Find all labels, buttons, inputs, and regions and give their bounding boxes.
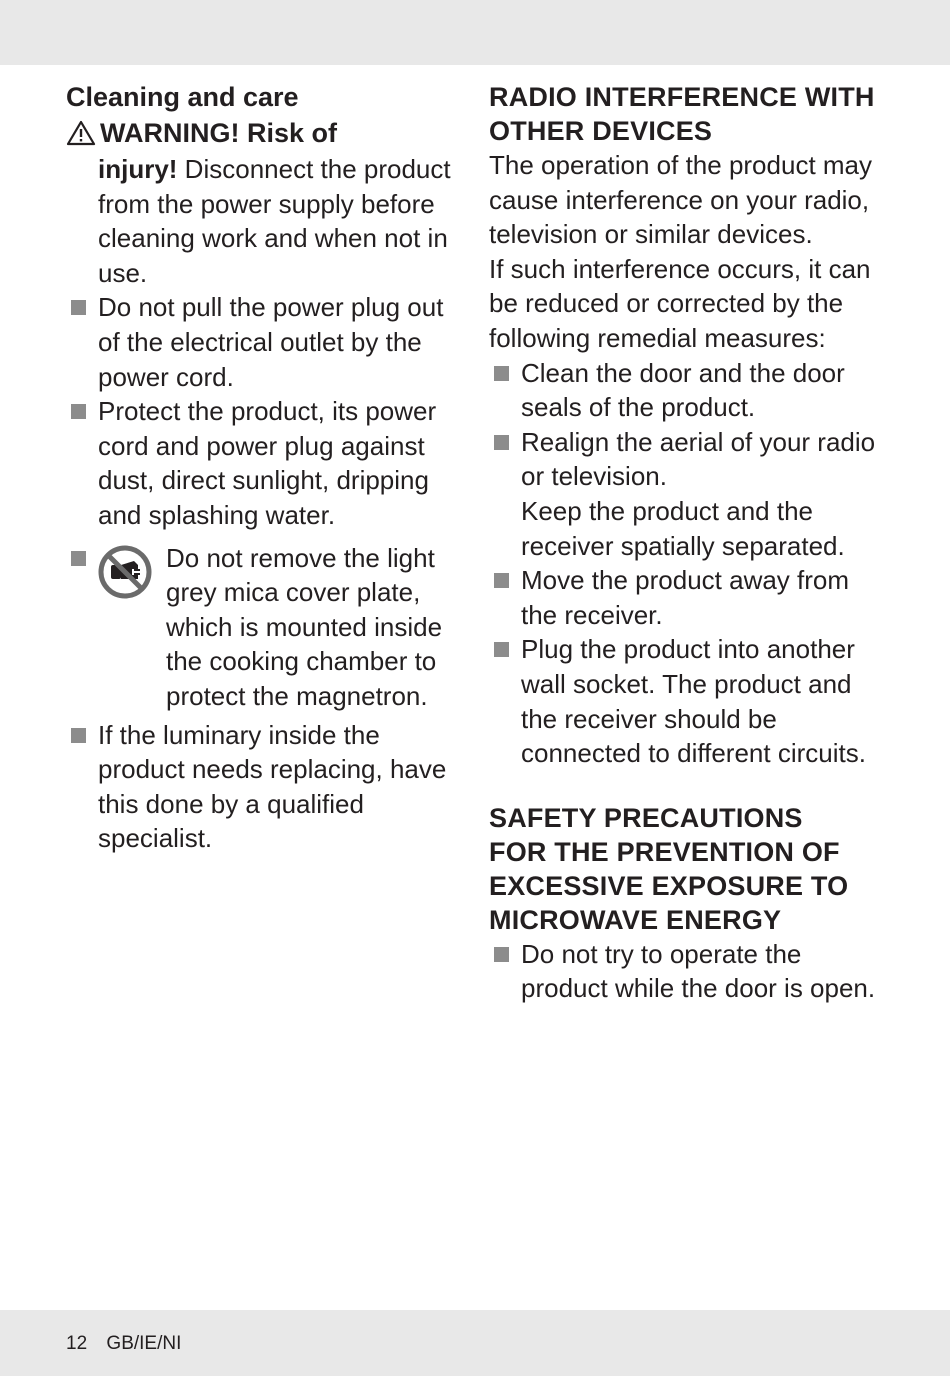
no-removal-prohibition-icon [98, 545, 154, 601]
list-item-text: Protect the product, its power cord and power plug against dust, direct sunlight, dripping and splashing water. [98, 396, 437, 530]
list-item-text: Do not try to operate the product while the door is open. [521, 938, 876, 1004]
list-item [489, 356, 889, 425]
list-item-text: Do not pull the power plug out of the electrical outlet by the power cord. [98, 292, 444, 392]
page-footer [66, 1333, 181, 1355]
warning-triangle-icon [66, 120, 96, 146]
bullet-square-icon [494, 642, 509, 657]
warning-text: Disconnect the product from the power supply before cleaning work and when not in use. [98, 154, 451, 288]
left-column [66, 80, 464, 856]
list-item-text: If the luminary inside the product needs replacing, have this done by a qualified specialist. [98, 719, 447, 854]
right-column [489, 80, 889, 1006]
heading-line: EXCESSIVE EXPOSURE TO [489, 870, 849, 901]
section-heading-safety-precautions [489, 801, 889, 937]
warning-title-text: WARNING! Risk of [100, 118, 338, 148]
bullet-square-icon [71, 728, 86, 743]
heading-line: RADIO INTERFERENCE WITH [489, 82, 875, 112]
list-item-with-icon [66, 533, 464, 718]
cleaning-bullet-list [66, 290, 464, 856]
remedial-bullet-list [489, 356, 889, 771]
heading-line: SAFETY PRECAUTIONS [489, 802, 803, 833]
safety-bullet-list [489, 937, 889, 1006]
paragraph: The operation of the product may cause interference on your radio, television or similar devices. [489, 150, 873, 250]
section-heading-cleaning: Cleaning and care [66, 82, 299, 112]
list-item [489, 937, 889, 1006]
bullet-square-icon [71, 551, 86, 566]
list-item-text: Plug the product into another wall socket. The product and the receiver should be connected to different circuits. [521, 634, 866, 769]
list-item-subtext: Keep the product and the receiver spatially separated. [521, 495, 845, 561]
list-item [66, 290, 464, 394]
list-item-text: Realign the aerial of your radio or television. [521, 426, 876, 492]
page-number: 12 [66, 1333, 88, 1354]
bullet-square-icon [494, 573, 509, 588]
list-item [66, 718, 464, 856]
list-item-text: Do not remove the light grey mica cover plate, which is mounted inside the cooking chamber to protect the magnetron. [166, 542, 443, 711]
bullet-square-icon [494, 435, 509, 450]
list-item-text: Move the product away from the receiver. [521, 565, 850, 630]
header-band [0, 0, 950, 65]
heading-line: FOR THE PREVENTION OF [489, 836, 840, 867]
warning-bold-text: injury! [98, 154, 178, 184]
warning-title [66, 114, 464, 152]
bullet-square-icon [71, 300, 86, 315]
heading-line: MICROWAVE ENERGY [489, 904, 782, 935]
bullet-square-icon [494, 947, 509, 962]
heading-line: OTHER DEVICES [489, 116, 713, 146]
list-item [489, 563, 889, 632]
list-item [489, 632, 889, 770]
bullet-square-icon [71, 404, 86, 419]
warning-body [66, 152, 464, 290]
bullet-square-icon [494, 366, 509, 381]
list-item [66, 394, 464, 532]
list-item [489, 425, 889, 563]
paragraph: If such interference occurs, it can be reduced or corrected by the following remedial measures: [489, 253, 871, 353]
footer-locale: GB/IE/NI [106, 1333, 182, 1354]
prohibition-icon-wrap [98, 541, 166, 714]
list-item-text: Clean the door and the door seals of the product. [521, 357, 845, 423]
section-heading-radio-interference [489, 80, 889, 148]
